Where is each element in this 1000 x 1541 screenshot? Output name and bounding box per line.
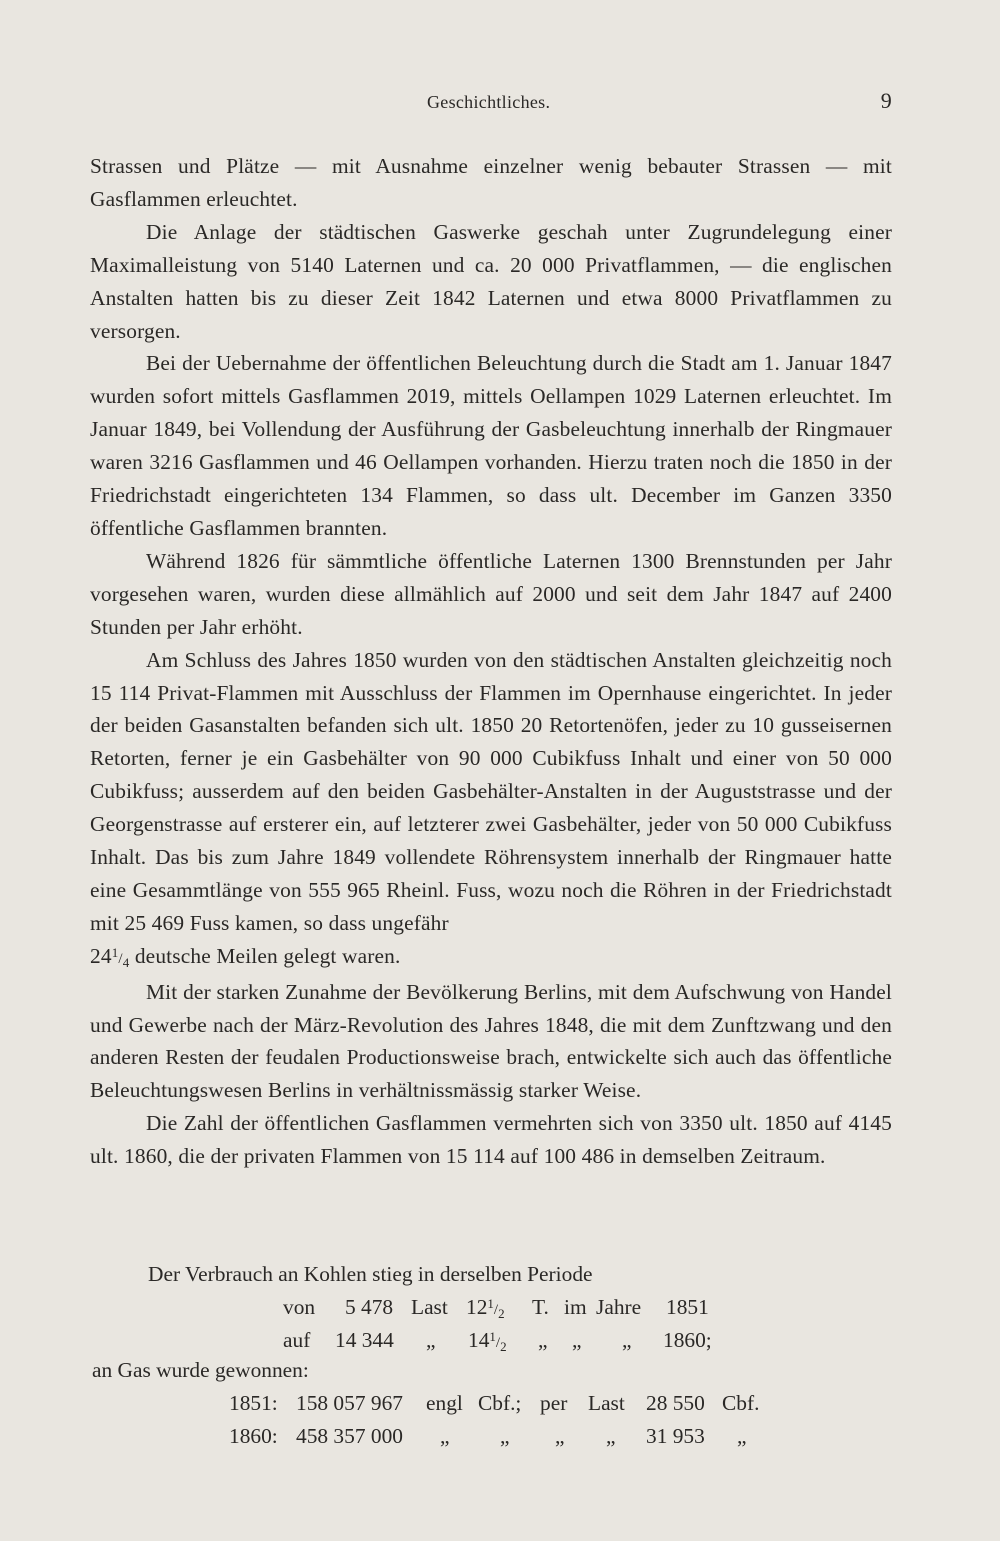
ditto-mark: „ bbox=[426, 1328, 436, 1352]
ditto-mark: „ bbox=[538, 1328, 548, 1352]
gas-year: 1860: bbox=[229, 1424, 278, 1448]
paragraph: Die Anlage der städtischen Gaswerke geschah unter Zugrundelegung einer Maximalleistung von 5140 Laternen und ca. 20 000 Privatflammen, — die englischen Anstalten hatten bis zu dieser Zeit 1842 Laternen und etwa 8000 Privatflammen zu versorgen. bbox=[90, 219, 892, 343]
gas-per-last: 28 550 bbox=[646, 1391, 705, 1415]
coal-t: T. bbox=[532, 1295, 549, 1319]
page-number: 9 bbox=[880, 88, 892, 113]
gas-unit: Cbf. bbox=[722, 1391, 760, 1415]
coal-prep: auf bbox=[283, 1328, 311, 1352]
paragraph: Während 1826 für sämmtliche öffentliche Laternen 1300 Brennstunden per Jahr vorgesehen waren, wurden diese allmählich auf 2000 und seit dem Jahr 1847 auf 2400 Stunden per Jahr erhöht. bbox=[90, 548, 892, 639]
gas-word: per bbox=[540, 1391, 568, 1415]
gas-word: Cbf.; bbox=[478, 1391, 522, 1415]
ditto-mark: „ bbox=[572, 1328, 582, 1352]
ditto-mark: „ bbox=[555, 1424, 565, 1448]
coal-intro: Der Verbrauch an Kohlen stieg in derselben Periode bbox=[148, 1262, 593, 1286]
coal-year: 1860; bbox=[663, 1328, 712, 1352]
coal-amount: 14 344 bbox=[335, 1328, 394, 1352]
ditto-mark: „ bbox=[606, 1424, 616, 1448]
gas-amount: 458 357 000 bbox=[296, 1424, 403, 1448]
gas-intro: an Gas wurde gewonnen: bbox=[92, 1358, 309, 1382]
paragraph: Am Schluss des Jahres 1850 wurden von den städtischen Anstalten gleichzeitig noch 15 114 Privat-Flammen mit Ausschluss der Flammen im Opernhause eingerichtet. In jeder der beiden Gasanstalten befanden sich ult. 1850 20 Retortenöfen, jeder zu 10 gusseisernen Retorten, ferner je ein Gasbehälter von 90 000 Cubikfuss Inhalt und einer von 50 000 Cubikfuss; ausserdem auf den beiden Gasbehälter-Anstalten in der Auguststrasse und der Georgenstrasse auf ersterer ein, auf letzterer zwei Gasbehälter, jeder von 50 000 Cubikfuss Inhalt. Das bis zum Jahre 1849 vollendete Röhrensystem innerhalb der Ringmauer hatte eine Gesammtlänge von 555 965 Rheinl. Fuss, wozu noch die Röhren in der Friedrichstadt mit 25 469 Fuss kamen, so dass ungefähr bbox=[90, 647, 892, 935]
paragraph: Bei der Uebernahme der öffentlichen Beleuchtung durch die Stadt am 1. Januar 1847 wurden sofort mittels Gasflammen 2019, mittels Oellampen 1029 Laternen erleuchtet. Im Januar 1849, bei Vollendung der Ausführung der Gasbeleuchtung innerhalb der Ringmauer waren 3216 Gasflammen und 46 Oellampen vorhanden. Hierzu traten noch die 1850 in der Friedrichstadt eingerichteten 134 Flammen, so dass ult. December im Ganzen 3350 öffentliche Gasflammen brannten. bbox=[90, 351, 892, 540]
body-text bbox=[90, 150, 892, 1173]
coal-unit: Last bbox=[411, 1295, 448, 1319]
paragraph-end-text: deutsche Meilen gelegt waren. bbox=[129, 943, 401, 968]
gas-year: 1851: bbox=[229, 1391, 278, 1415]
coal-prep: von bbox=[283, 1295, 316, 1319]
running-title: Geschichtliches. bbox=[427, 92, 551, 112]
gas-word: Last bbox=[588, 1391, 625, 1415]
ditto-mark: „ bbox=[500, 1424, 510, 1448]
coal-amount: 5 478 bbox=[345, 1295, 394, 1319]
paragraph: Die Zahl der öffentlichen Gasflammen vermehrten sich von 3350 ult. 1850 auf 4145 ult. 1860, die der privaten Flammen von 15 114 auf 100 486 in demselben Zeitraum. bbox=[90, 1111, 892, 1169]
ditto-mark: „ bbox=[737, 1424, 747, 1448]
coal-rate: $12^1/_2$ bbox=[466, 1295, 505, 1321]
gas-word: engl bbox=[426, 1391, 463, 1415]
fraction: $^1/_4$ bbox=[111, 944, 130, 970]
coal-word: im bbox=[564, 1295, 587, 1319]
coal-word: Jahre bbox=[596, 1295, 642, 1319]
coal-rate: $14^1/_2$ bbox=[468, 1328, 507, 1354]
paragraph: Mit der starken Zunahme der Bevölkerung Berlins, mit dem Aufschwung von Handel und Gewerbe nach der März-Revolution des Jahres 1848, die mit dem Zunftzwang und den anderen Resten der feudalen Productionsweise brach, entwickelte sich auch das öffentliche Beleuchtungswesen Berlins in verhältnissmässig starker Weise. bbox=[90, 979, 892, 1103]
paragraph: Strassen und Plätze — mit Ausnahme einzelner wenig bebauter Strassen — mit Gasflammen erleuchtet. bbox=[90, 154, 892, 211]
coal-year: 1851 bbox=[666, 1295, 709, 1319]
mixed-number-whole: 24 bbox=[90, 943, 112, 968]
ditto-mark: „ bbox=[440, 1424, 450, 1448]
gas-amount: 158 057 967 bbox=[296, 1391, 403, 1415]
paragraph-end bbox=[90, 940, 892, 976]
ditto-mark: „ bbox=[622, 1328, 632, 1352]
gas-per-last: 31 953 bbox=[646, 1424, 705, 1448]
